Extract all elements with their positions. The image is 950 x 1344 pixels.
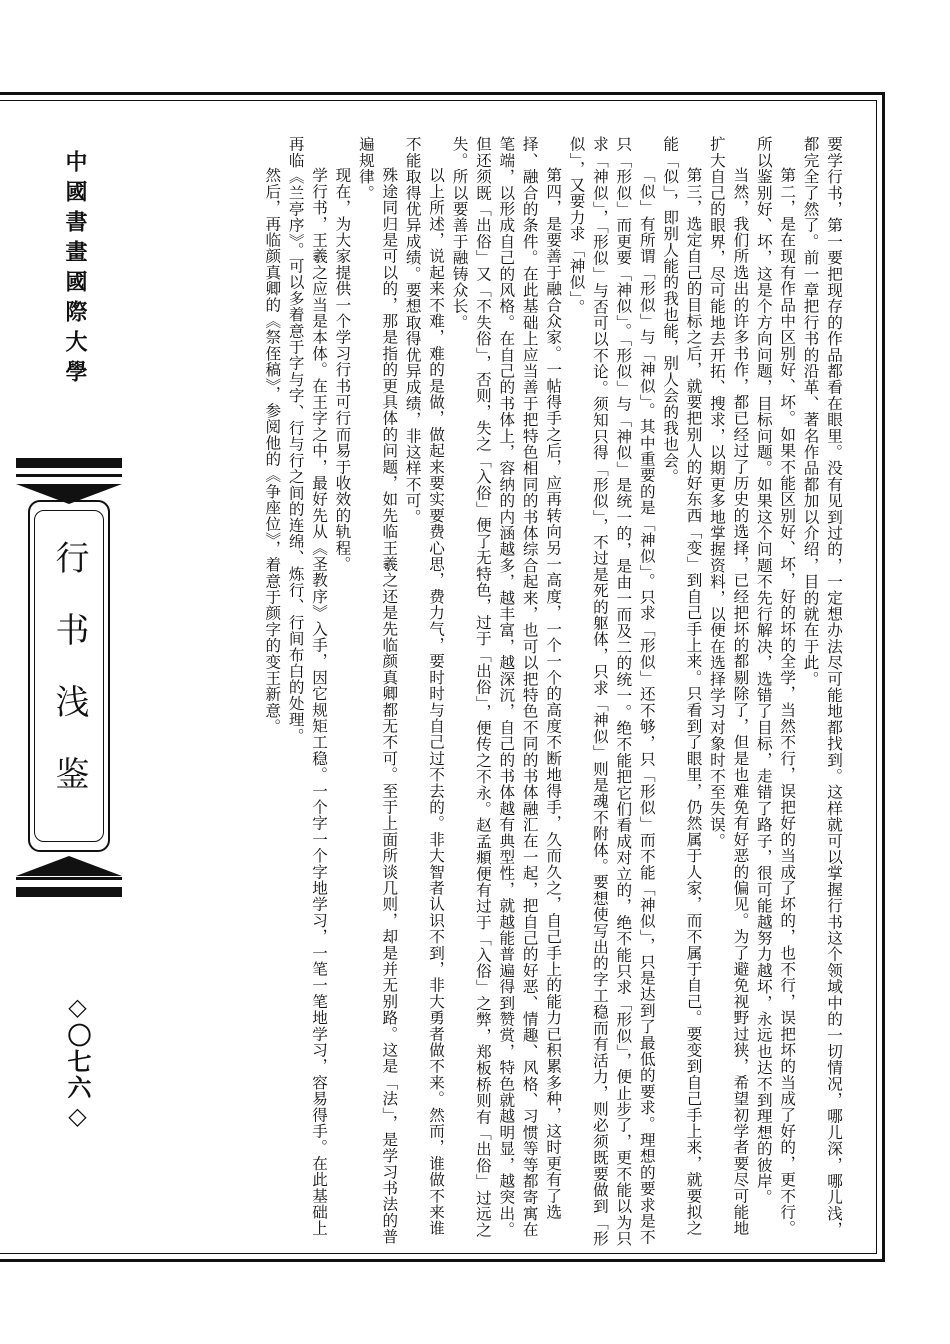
paragraph: 第三，选定自己的目标之后，就要把别人的好东西「变」到自己手上来。只看到了眼里，仍然属于人家，而不属于自己。要变到自己手上来，就要拟之能「似」，即别人能的我也能，别人会的我也会。 (661, 136, 703, 1237)
paragraph: 第四，是要善于融合众家。一帖得手之后，应再转向另一高度，一个一个的高度不断地得手，久而久之，自己手上的能力已积累多种，这时更有了选择、融合的条件。在此基础上应当善于把特色相同的书体综合起来，也可以把特色不同的书体融汇在一起，把自己的好恶、情趣、风格、习惯等等都寄寓在笔端，以形成自己的风格。在自己的书体上，容纳的内涵越多，越丰富，越深沉，自己的书体越有典型性，就越能普遍得到赞赏，特色就越明显，越突出。但还须既「出俗」又「不失俗」，否则，失之「入俗」便了无特色，过于「出俗」，便传之不永。赵孟頫便有过于「入俗」之弊，郑板桥则有「出俗」过远之失。所以要善于融铸众长。 (450, 136, 563, 1239)
paragraph: 当然，我们所选出的许多书作，都已经过了历史的选择，已经把坏的都剔除了，但是也难免有好恶的偏见。为了避免视野过狭，希望初学者要尽可能地扩大自己的眼界，尽可能地去开拓、搜求，以期更多地掌握资料，以便在选择学习对象时不至失误。 (707, 136, 750, 1237)
ornament-bar-bottom (16, 887, 122, 897)
ornament-bar-top (16, 458, 122, 468)
paragraph: 然后，再临颜真卿的《祭侄稿》，参阅他的《争座位》，着意于颜字的变王新意。 (263, 167, 282, 735)
body-text (260, 136, 845, 1251)
ornament-rule-top (16, 474, 122, 477)
series-title: 中國書畫國際大學 (62, 150, 88, 390)
ornament-rule-bottom (16, 877, 122, 880)
paragraph: 「似」有所谓「形似」与「神似」。其中重要的是「神似」。只求「形似」还不够，只「形似」而不能「神似」，只是达到了最低的要求。理想的要求是不只「形似」而更要「神似」。「形似」与「神似」是统一的，是由一而及二的统一。绝不能把它们看成对立的，绝不能只求「形似」，便止步了，更不能以为只求「神似」，「形似」与否可以不论。须知只得「形似」，不过是死的躯体，只求「神似」则是魂不附体。要想使写出的字工稳而有活力，则必须既要做到「形似」，又要力求「神似」。 (567, 136, 656, 1247)
page-number: ◇〇七六◇ (63, 992, 92, 1132)
paragraph: 现在，为大家提供一个学习行书可行而易于收效的轨程。 (333, 167, 352, 573)
book-title: 行书浅鉴 (49, 540, 89, 828)
paragraph: 要学行书，第一要把现存的作品都看在眼里。没有见到过的，一定想办法尽可能地都找到。这样就可以掌握行书这个领域中的一切情况，哪儿深，哪儿浅，都完全了然了。前一章把行书的沿革、著名作品都加以介绍，目的就在于此。 (801, 136, 843, 1238)
ornament-chevron-bottom (16, 852, 122, 876)
paragraph: 学行书，王羲之应当是本体。在王字之中，最好先从《圣教序》入手，因它规矩工稳。一个字一个字地学习，一笔一笔地学习，容易得手。在此基础上再临《兰亭序》。可以多着意于字与字、行与行之间的连绵、炼行、行间布白的处理。 (286, 136, 329, 1237)
paragraph: 殊途同归是可以的，那是指的更具体的问题，如先临王羲之还是先临颜真卿都无不可。至于上面所谈几则，却是并无别路。这是「法」，是学习书法的普遍规律。 (356, 136, 399, 1245)
paragraph: 第二，是在现有作品中区别好、坏。如果不能区别好、坏，好的坏的全学，当然不行，误把好的当成了坏的，也不行，误把坏的当成了好的，更不行。所以鉴别好、坏，这是个方向问题，目标问题。如果这个问题不先行解决，选错了目标，走错了路子，很可能越努力越坏，永远也达不到理想的彼岸。 (754, 136, 797, 1237)
body-text-area (150, 136, 845, 1251)
paragraph: 以上所述，说起来不难，难的是做，做起来要实要费心思，费力气，要时时与自己过不去的。非大智者认识不到，非大勇者做不来。然而，谁做不来谁不能取得优异成绩。要想取得优异成绩，非这样不可。 (403, 136, 446, 1237)
